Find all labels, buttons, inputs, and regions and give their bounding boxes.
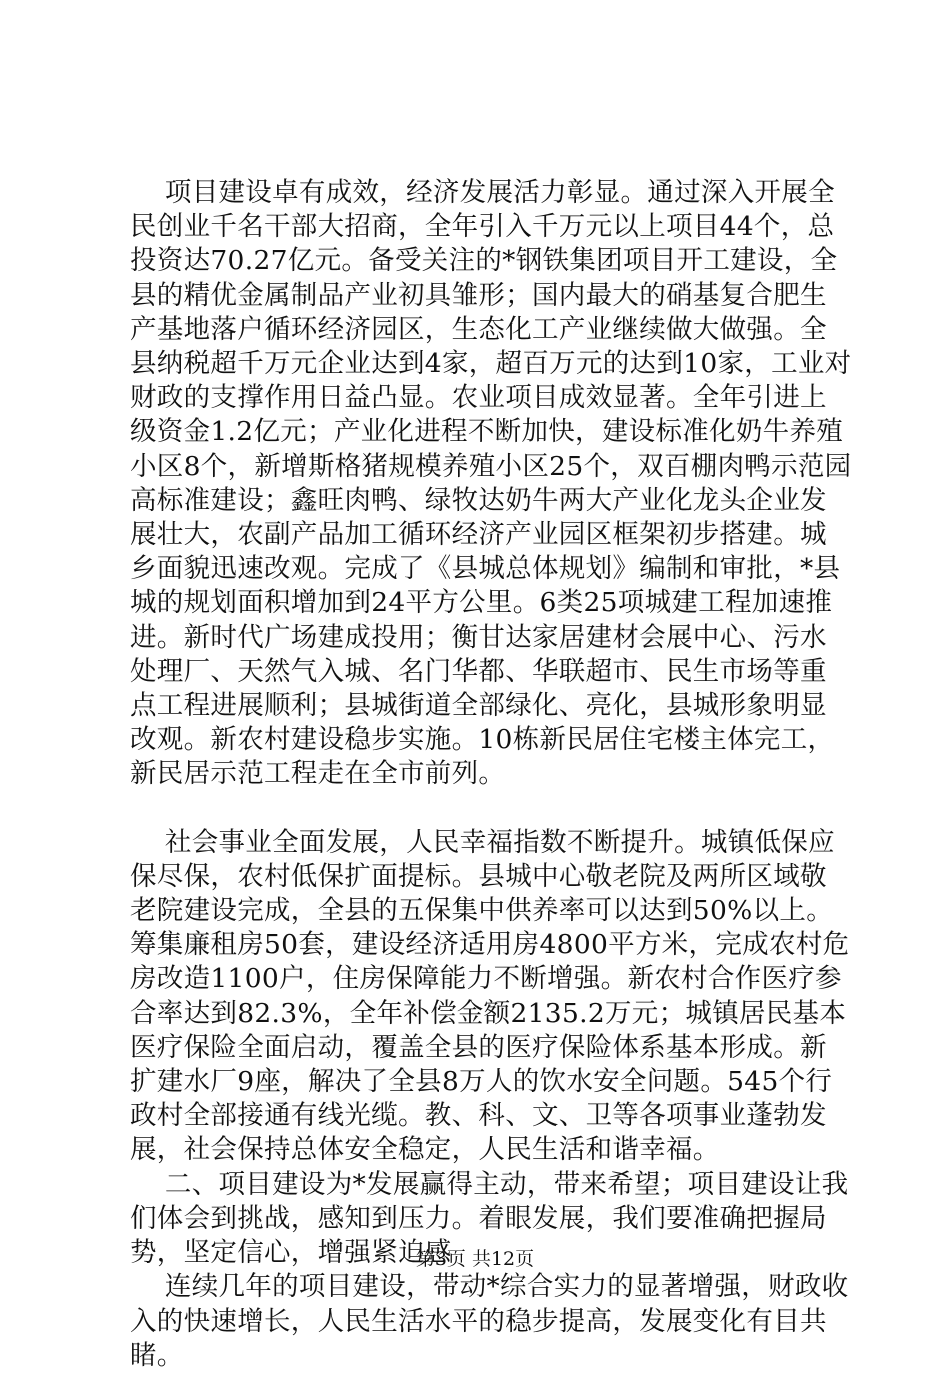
paragraph-social-development: 社会事业全面发展，人民幸福指数不断提升。城镇低保应保尽保，农村低保扩面提标。县城中心敬老院及两所区域敬老院建设完成，全县的五保集中供养率可以达到50%以上。筹集廉租房50套，建设经济适用房4800平方米，完成农村危房改造1100户，住房保障能力不断增强。新农村合作医疗参合率达到82.3%，全年补偿金额2135.2万元；城镇居民基本医疗保险全面启动，覆盖全县的医疗保险体系基本形成。新扩建水厂9座，解决了全县8万人的饮水安全问题。545个行政村全部接通有线光缆。教、科、文、卫等各项事业蓬勃发展，社会保持总体安全稳定，人民生活和谐幸福。 — [130, 826, 850, 1166]
paragraph-gap — [130, 792, 852, 826]
paragraph-project-results: 项目建设卓有成效，经济发展活力彰显。通过深入开展全民创业千名干部大招商，全年引入千万元以上项目44个，总投资达70.27亿元。备受关注的*钢铁集团项目开工建设，全县的精优金属制品产业初具雏形；国内最大的硝基复合肥生产基地落户循环经济园区，生态化工产业继续做大做强。全县纳税超千万元企业达到4家，超百万元的达到10家，工业对财政的支撑作用日益凸显。农业项目成效显著。全年引进上级资金1.2亿元；产业化进程不断加快，建设标准化奶牛养殖小区8个，新增斯格猪规模养殖小区25个，双百棚肉鸭示范园高标准建设；鑫旺肉鸭、绿牧达奶牛两大产业化龙头企业发展壮大，农副产品加工循环经济产业园区框架初步搭建。城乡面貌迅速改观。完成了《县城总体规划》编制和审批，*县城的规划面积增加到24平方公里。6类25项城建工程加速推进。新时代广场建成投用；衡甘达家居建材会展中心、污水处理厂、天然气入城、名门华都、华联超市、民生市场等重点工程进展顺利；县城街道全部绿化、亮化，县城形象明显改观。新农村建设稳步实施。10栋新民居住宅楼主体完工，新民居示范工程走在全市前列。 — [130, 177, 852, 790]
document-body — [130, 176, 852, 1373]
paragraph-section-heading: 二、项目建设为*发展赢得主动，带来希望；项目建设让我们体会到挑战，感知到压力。着眼发展，我们要准确把握局势，坚定信心，增强紧迫感 — [130, 1168, 849, 1269]
page-footer: 第3页 共12页 — [415, 1248, 535, 1270]
paragraph-continued-growth: 连续几年的项目建设，带动*综合实力的显著增强，财政收入的快速增长，人民生活水平的稳步提高，发展变化有目共睹。 — [130, 1271, 849, 1371]
